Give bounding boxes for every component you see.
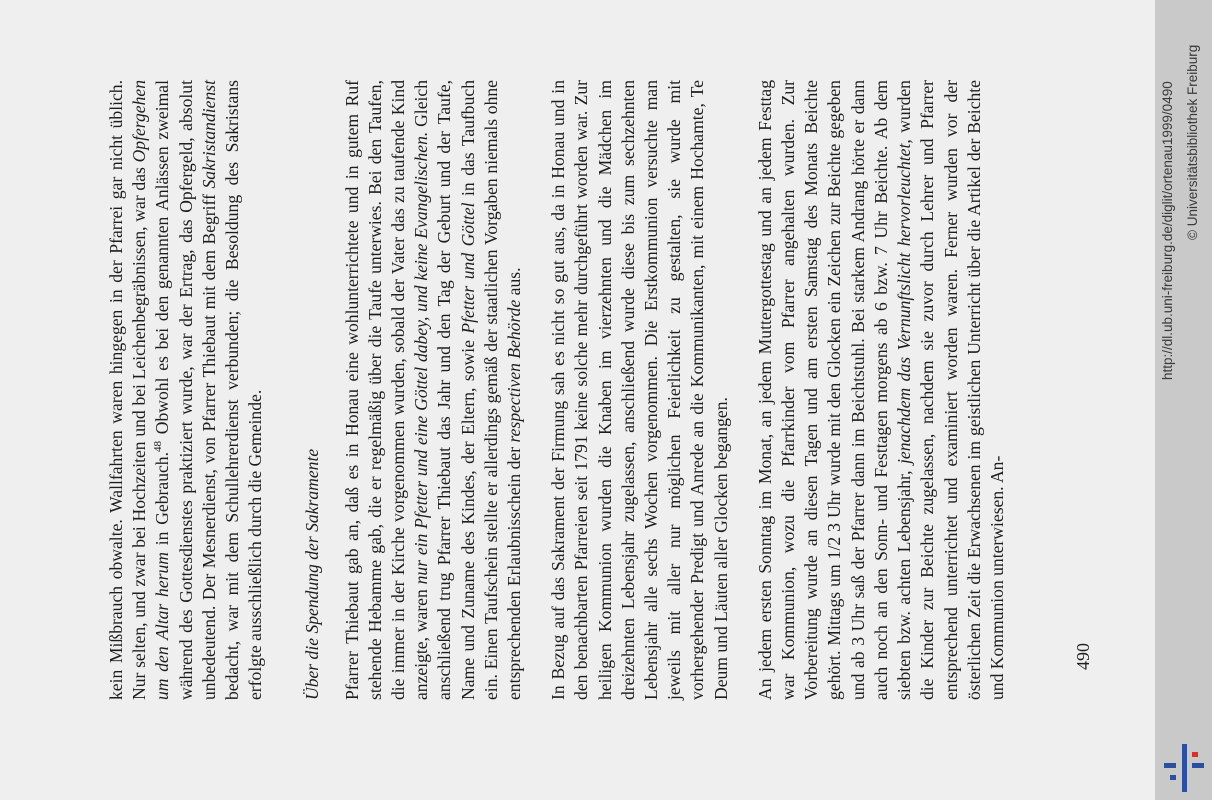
- italic-run: nur ein Pfetter und eine Göttel dabey, und keine Evangelischen.: [411, 131, 432, 585]
- text-run: in Gebrauch.: [152, 452, 173, 552]
- text-run: aus.: [504, 267, 525, 300]
- page-text-block: [105, 80, 1095, 700]
- text-run: Obwohl es bei den genannten Anlässen zweimal während des Gottesdienstes praktiziert wurde, war der Ertrag, das Opfergeld, absolut unbedeutend. Der Mesnerdienst, von Pfarrer Thiebaut mit dem Begriff: [152, 79, 219, 700]
- paragraph-gap: [526, 80, 547, 700]
- paragraph-1: [105, 80, 267, 700]
- text-run: kein Mißbrauch obwalte. Wallfahrten waren hingegen in der Pfarrei gar nicht üblich. Nur selten, und zwar bei Hochzeiten und bei Leichenbegräbnissen, war das: [106, 80, 150, 700]
- italic-run: respectiven Behörde: [504, 299, 525, 443]
- text-run: wurden die Kinder zur Beichte zugelassen, nachdem sie zuvor durch Lehrer und Pfarrer entsprechend unterrichtet und examiniert worden waren. Ferner wurden vor der österlichen Zeit die Erwachsenen im geistlichen Unterricht über die Artikel der Beichte und Kommunion unterwiesen. An-: [894, 80, 1007, 700]
- italic-run: Pfetter und Göttel: [457, 202, 478, 334]
- text-run: bedacht, war mit dem Schullehrerdienst verbunden; die Besoldung des Sakristans erfolgte ausschließlich durch die Gemeinde.: [222, 80, 266, 700]
- paragraph-2: [341, 80, 527, 700]
- fraction: 1/2: [824, 536, 845, 560]
- text-run: in das Taufbuch ein. Einen Taufschein stellte er allerdings gemäß der staatlichen Vorgaben niemals ohne entsprechenden Erlaubnisschein der: [457, 80, 525, 700]
- ub-freiburg-logo-icon: [1162, 742, 1206, 794]
- section-heading: Über die Spendung der Sakramente: [302, 448, 323, 700]
- italic-run: jenachdem das Vernunftslicht hervorleuchtet,: [894, 139, 915, 464]
- paragraph-3: In Bezug auf das Sakrament der Firmung sah es nicht so gut aus, da in Honau und in den benachbarten Pfarreien seit 1791 keine solche mehr durchgeführt worden war. Zur heiligen Kommunion wurden die Knaben im vierzehnten und die Mädchen im dreizehnten Lebensjahr zugelassen, anschließend wurde diese bis zum sechzehnten Lebensjahr alle sechs Wochen vorgenommen. Die Erstkommunion versuchte man jeweils mit aller nur möglichen Feierlichkeit zu gestalten, sie wurde mit vorhergehender Predigt und Anrede an die Kommunikanten, mit einem Hochamte, Te Deum und Läuten aller Glocken begangen.: [548, 80, 731, 700]
- text-run: Gleich anschließend trug Pfarrer Thiebaut das Jahr und den Tag der Geburt und der Taufe, Name und Zuname des Kindes, der Eltern, sowie: [411, 79, 478, 700]
- footnote-ref: 48: [152, 441, 165, 452]
- italic-run: Sakristandienst: [198, 80, 219, 189]
- text-run: An jedem ersten Sonntag im Monat, an jedem Muttergottestag und an jedem Festtag war Kommunion, wozu die Pfarrkinder vom Pfarrer angehalten wurden. Zur Vorbereitung wurde an diesen Tagen und am ersten Samstag des Monats Beichte gehört. Mittags um: [754, 80, 845, 700]
- copyright-notice: © Universitätsbibliothek Freiburg: [1185, 44, 1200, 240]
- text-run: 3 Uhr wurde mit den Glocken ein Zeichen zur Beichte gegeben und ab 3 Uhr saß der Pfarrer dann im Beichtstuhl. Bei starkem Andrang hörte er dann auch noch an den Sonn- und Festtagen morgens ab 6 bzw. 7 Uhr Beichte. Ab dem siebten bzw. achten Lebensjahr,: [824, 80, 915, 700]
- text-run: Pfarrer Thiebaut gab an, daß es in Honau eine wohlunterrichtete und in gutem Ruf stehende Hebamme gab, die er regelmäßig über die Taufe unterwies. Bei den Taufen, die immer in der Kirche vorgenommen wurden, sobald der Vater das zu taufende Kind anzeigte, waren: [341, 80, 432, 700]
- paragraph-4: [754, 80, 1009, 700]
- paragraph-gap: [733, 80, 754, 700]
- source-url-link[interactable]: http://dl.ub.uni-freiburg.de/diglit/ortenau1999/0490: [1160, 81, 1175, 380]
- italic-run: Opfergehen um den Altar herum: [129, 80, 173, 700]
- page-number: 490: [1073, 643, 1093, 670]
